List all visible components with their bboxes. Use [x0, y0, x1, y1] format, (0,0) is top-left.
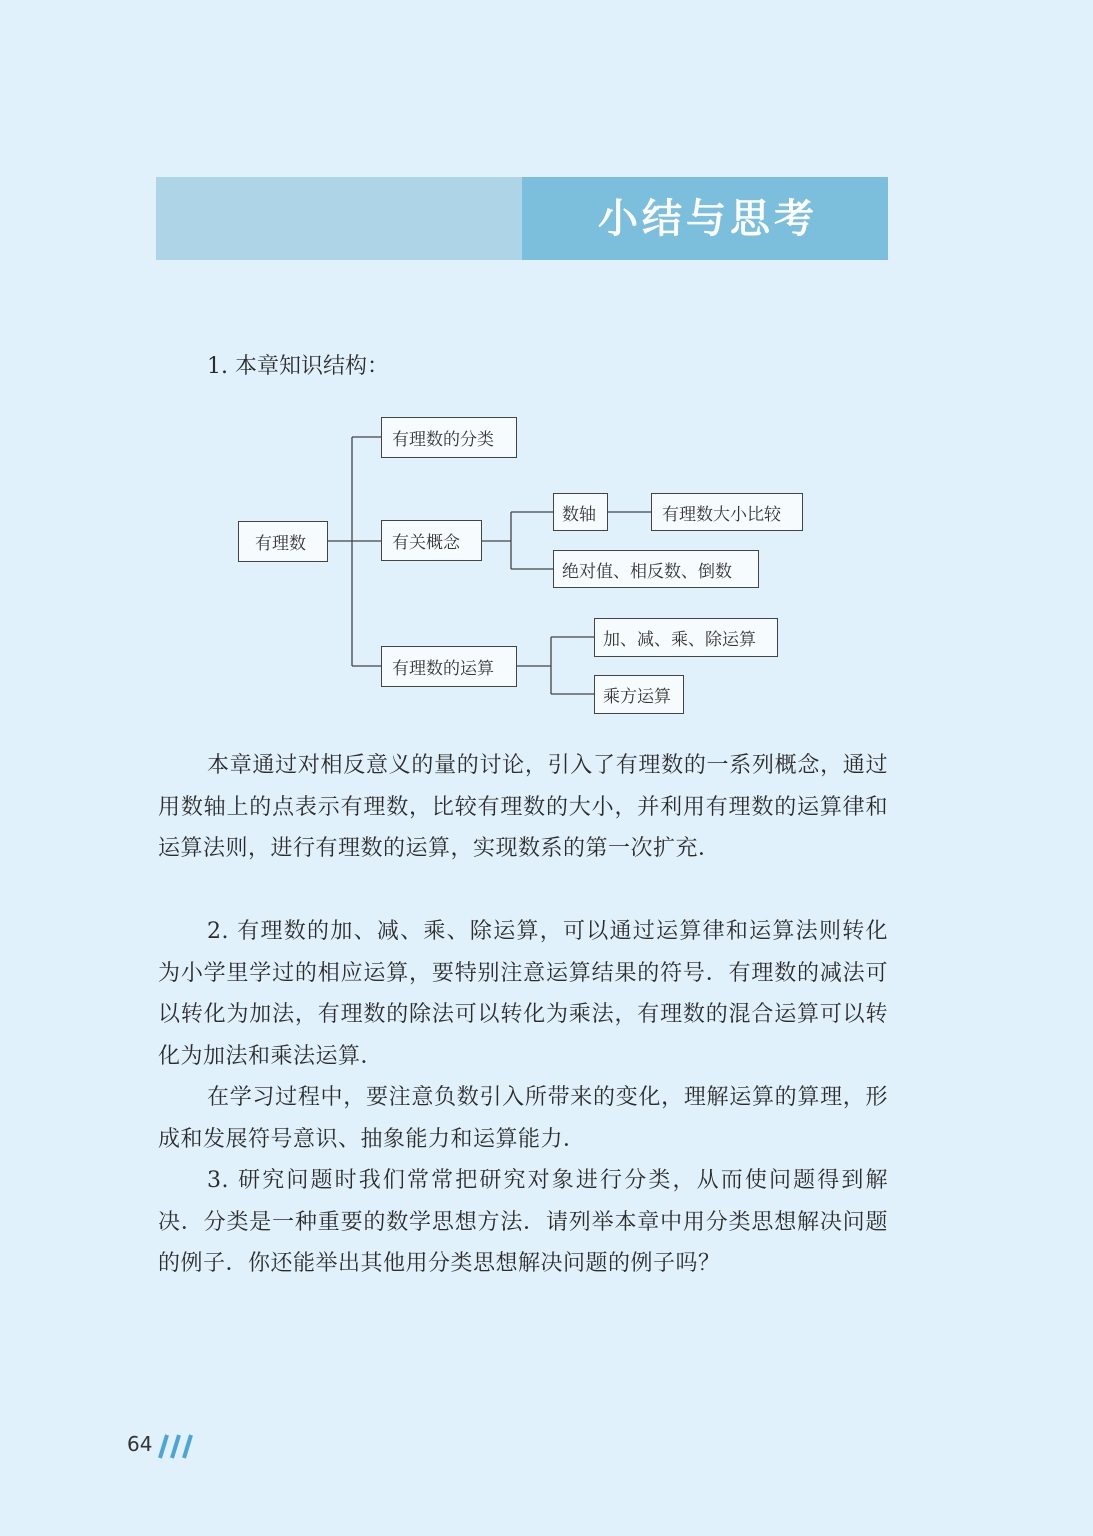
diagram-connectors [0, 0, 1093, 760]
page-number: 64 [127, 1432, 153, 1456]
node-number-line: 数轴 [553, 493, 608, 531]
node-operations: 有理数的运算 [381, 646, 517, 687]
section-title: 小结与思考 [598, 196, 818, 242]
paragraph-summary: 本章通过对相反意义的量的讨论，引入了有理数的一系列概念，通过用数轴上的点表示有理数，比较有理数的大小，并利用有理数的运算律和运算法则，进行有理数的运算，实现数系的第一次扩充． [158, 753, 888, 861]
paragraph-classification-thinking: 3. 研究问题时我们常常把研究对象进行分类，从而使问题得到解决．分类是一种重要的数学思想方法．请列举本章中用分类思想解决问题的例子．你还能举出其他用分类思想解决问题的例子吗？ [158, 1168, 888, 1276]
node-power-operation: 乘方运算 [594, 675, 684, 714]
node-classification: 有理数的分类 [381, 417, 517, 458]
node-compare-size: 有理数大小比较 [651, 493, 803, 531]
node-abs-opposite-reciprocal: 绝对值、相反数、倒数 [553, 550, 759, 588]
node-basic-operations: 加、减、乘、除运算 [594, 618, 778, 657]
node-rational-numbers: 有理数 [238, 521, 328, 562]
paragraph-operations: 2. 有理数的加、减、乘、除运算，可以通过运算律和运算法则转化为小学里学过的相应运算，要特别注意运算结果的符号．有理数的减法可以转化为加法，有理数的除法可以转化为乘法，有理数的混合运算可以转化为加法和乘法运算． [158, 919, 888, 1069]
knowledge-structure-heading: 1. 本章知识结构： [207, 354, 389, 379]
page-slashes-decoration [157, 1432, 199, 1460]
paragraph-learning: 在学习过程中，要注意负数引入所带来的变化，理解运算的算理，形成和发展符号意识、抽象能力和运算能力． [158, 1085, 888, 1152]
node-related-concepts: 有关概念 [381, 520, 482, 561]
